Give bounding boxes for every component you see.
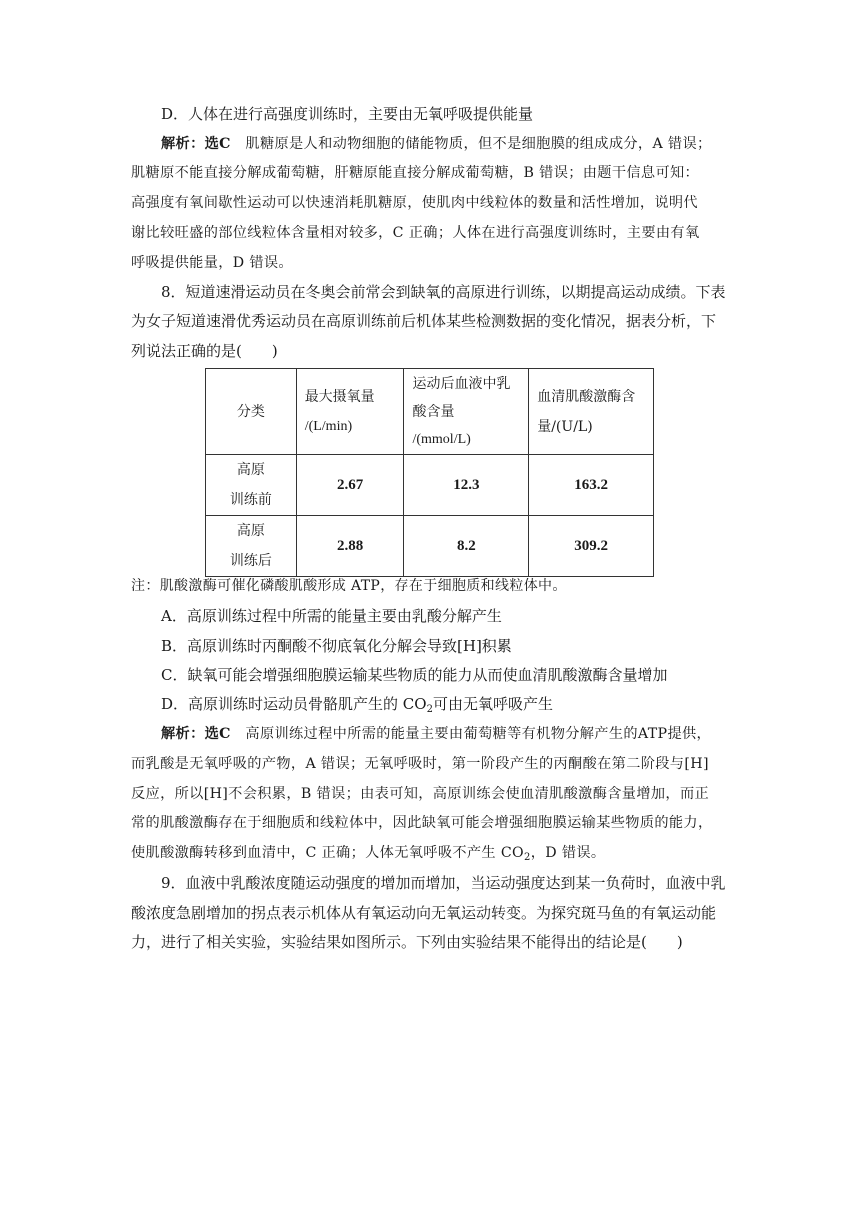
analysis-text: ，D 错误。: [530, 845, 606, 861]
q7-analysis-line-1: [161, 134, 712, 154]
q9-stem-line-3: 力，进行了相关实验，实验结果如图所示。下列由实验结果不能得出的结论是( ): [131, 933, 683, 951]
header-line: 最大摄氧量: [304, 388, 375, 405]
option-text: D．高原训练时运动员骨骼肌产生的 CO: [161, 695, 427, 713]
q8-stem-line-2: 为女子短道速滑优秀运动员在高原训练前后机体某些检测数据的变化情况，据表分析，下: [131, 312, 717, 330]
subscript: 2: [524, 852, 531, 863]
analysis-text: 肌糖原是人和动物细胞的储能物质，但不是细胞膜的组成成分，A 错误；: [245, 136, 712, 152]
q8-analysis-line-3: 反应，所以[H]不会积累，B 错误；由表可知，高原训练会使血清肌酸激酶含量增加，而正: [131, 786, 710, 802]
header-lactate: [404, 369, 529, 455]
cell-lactate: 8.2: [404, 516, 529, 577]
analysis-label: 解析：: [161, 136, 205, 152]
q8-option-c: C．缺氧可能会增强细胞膜运输某些物质的能力从而使血清肌酸激酶含量增加: [161, 666, 668, 684]
q7-analysis-line-3: 高强度有氧间歇性运动可以快速消耗肌糖原，使肌肉中线粒体的数量和活性增加，说明代: [131, 195, 698, 211]
q8-stem-line-3: 列说法正确的是( ): [131, 342, 278, 360]
cell-max-oxygen: 2.67: [296, 455, 404, 516]
cell-lactate: 12.3: [404, 455, 529, 516]
row-label: [206, 455, 297, 516]
header-line: 量/(U/L): [537, 418, 593, 435]
q9-stem-line-2: 酸浓度急剧增加的拐点表示机体从有氧运动向无氧运动转变。为探究斑马鱼的有氧运动能: [131, 904, 717, 922]
cell-creatine-kinase: 309.2: [529, 516, 654, 577]
row-label: [206, 516, 297, 577]
table-header-row: [206, 369, 654, 455]
header-line: 血清肌酸激酶含: [537, 388, 636, 405]
q8-analysis-line-4: 常的肌酸激酶存在于细胞质和线粒体中，因此缺氧可能会增强细胞膜运输某些物质的能力，: [131, 815, 713, 831]
header-max-oxygen: [296, 369, 404, 455]
row-label-line: 高原: [236, 462, 265, 478]
q8-analysis-line-1: [161, 724, 711, 744]
q8-option-a: A．高原训练过程中所需的能量主要由乳酸分解产生: [161, 607, 502, 625]
subscript: 2: [426, 704, 433, 715]
q8-stem-line-1: 8．短道速滑运动员在冬奥会前常会到缺氧的高原进行训练，以期提高运动成绩。下表: [161, 283, 726, 301]
header-creatine-kinase: [529, 369, 654, 455]
header-line: /(L/min): [304, 418, 353, 434]
cell-max-oxygen: 2.88: [296, 516, 404, 577]
row-label-line: 训练前: [229, 492, 272, 508]
row-label-line: 高原: [236, 523, 265, 539]
table-row: [206, 516, 654, 577]
q7-analysis-line-5: 呼吸提供能量，D 错误。: [131, 255, 293, 271]
header-category: 分类: [206, 369, 297, 455]
table-row: [206, 455, 654, 516]
analysis-answer: 选C: [204, 726, 231, 742]
data-table: [205, 368, 654, 577]
header-line: 酸含量: [412, 403, 455, 420]
analysis-text: 高原训练过程中所需的能量主要由葡萄糖等有机物分解产生的ATP提供，: [245, 726, 712, 742]
analysis-label: 解析：: [161, 726, 205, 742]
header-line: /(mmol/L): [412, 431, 471, 447]
q7-analysis-line-2: 肌糖原不能直接分解成葡萄糖，肝糖原能直接分解成葡萄糖，B 错误；由题干信息可知：: [131, 165, 700, 181]
q8-analysis-line-2: 而乳酸是无氧呼吸的产物，A 错误；无氧呼吸时，第一阶段产生的丙酮酸在第二阶段与[H]: [131, 756, 709, 772]
analysis-text: 使肌酸激酶转移到血清中，C 正确；人体无氧呼吸不产生 CO: [131, 845, 525, 861]
q8-option-b: B．高原训练时丙酮酸不彻底氧化分解会导致[H]积累: [161, 637, 512, 655]
q8-analysis-line-5: [131, 843, 605, 868]
table-note: 注：肌酸激酶可催化磷酸肌酸形成 ATP，存在于细胞质和线粒体中。: [131, 578, 567, 594]
option-text: 可由无氧呼吸产生: [432, 695, 553, 713]
q7-option-d: D．人体在进行高强度训练时，主要由无氧呼吸提供能量: [161, 105, 534, 123]
analysis-answer: 选C: [204, 136, 231, 152]
q8-option-d: [161, 694, 553, 720]
row-label-line: 训练后: [229, 553, 272, 569]
cell-creatine-kinase: 163.2: [529, 455, 654, 516]
q7-analysis-line-4: 谢比较旺盛的部位线粒体含量相对较多，C 正确；人体在进行高强度训练时，主要由有氧: [131, 225, 700, 241]
q9-stem-line-1: 9．血液中乳酸浓度随运动强度的增加而增加，当运动强度达到某一负荷时，血液中乳: [161, 874, 726, 892]
header-line: 运动后血液中乳: [412, 375, 511, 392]
